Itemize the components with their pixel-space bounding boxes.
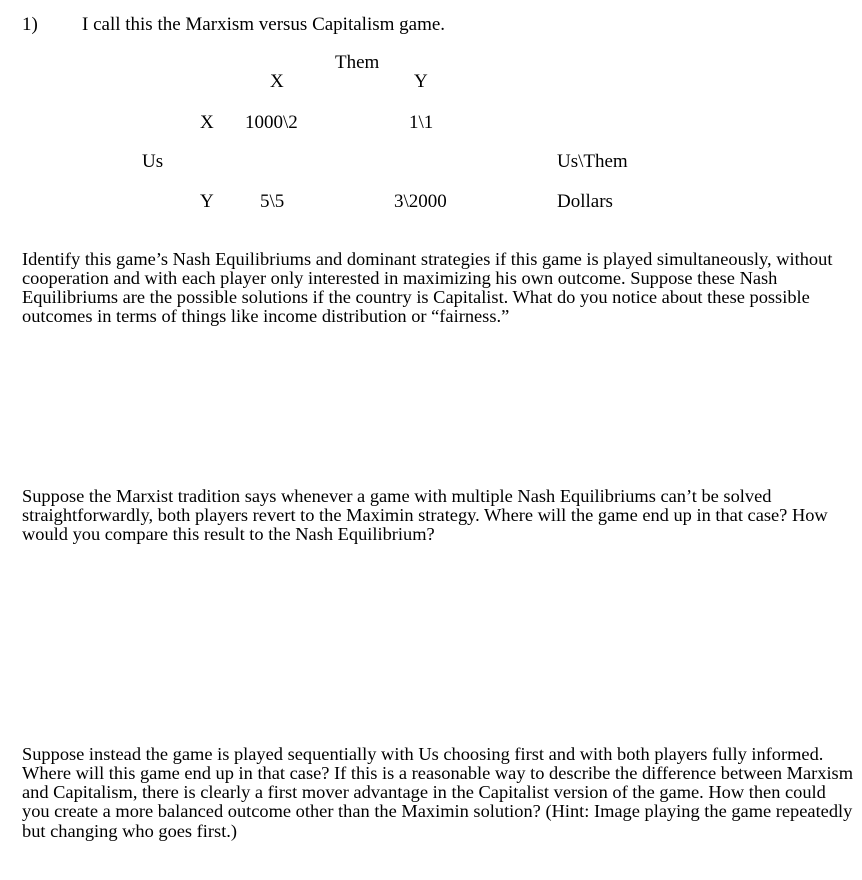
question-part-b: Suppose the Marxist tradition says whenever a game with multiple Nash Equilibriums can’t be solved straightforwardly, both players revert to the Maximin strategy. Where will the game end up in that case? How would you compare this result to the Nash Equilibrium? (22, 486, 828, 545)
row-strategy-y: Y (200, 191, 214, 212)
question-part-c: Suppose instead the game is played sequentially with Us choosing first and with both players fully informed. Where will this game end up in that case? If this is a reasonable way to describe the difference between Marxism and Capitalism, there is clearly a first mover advantage in the Capitalist version of the game. How then could you create a more balanced outcome other than the Maximin solution? (Hint: Image playing the game repeatedly but changing who goes first.) (22, 744, 854, 841)
question-number: 1) (22, 14, 38, 35)
question-part-a: Identify this game’s Nash Equilibriums and dominant strategies if this game is played simultaneously, without cooperation and with each player only interested in maximizing his own outcome. Suppose these Nash Equilibriums are the possible solutions if the country is Capitalist. What do you notice about these possible outcomes in terms of things like income distribution or “fairness.” (22, 249, 833, 327)
payoff-cell-xx: 1000\2 (245, 112, 298, 133)
column-strategy-x: X (270, 71, 284, 92)
payoff-cell-xy: 1\1 (409, 112, 434, 133)
payoff-order-legend: Us\Them (557, 151, 628, 172)
row-strategy-x: X (200, 112, 214, 133)
payoff-cell-yy: 3\2000 (394, 191, 447, 212)
payoff-cell-yx: 5\5 (260, 191, 285, 212)
question-title: I call this the Marxism versus Capitalism game. (82, 14, 446, 35)
payoff-unit-legend: Dollars (557, 191, 613, 212)
column-strategy-y: Y (414, 71, 428, 92)
column-player-label: Them (335, 52, 380, 73)
row-player-label: Us (142, 151, 164, 172)
